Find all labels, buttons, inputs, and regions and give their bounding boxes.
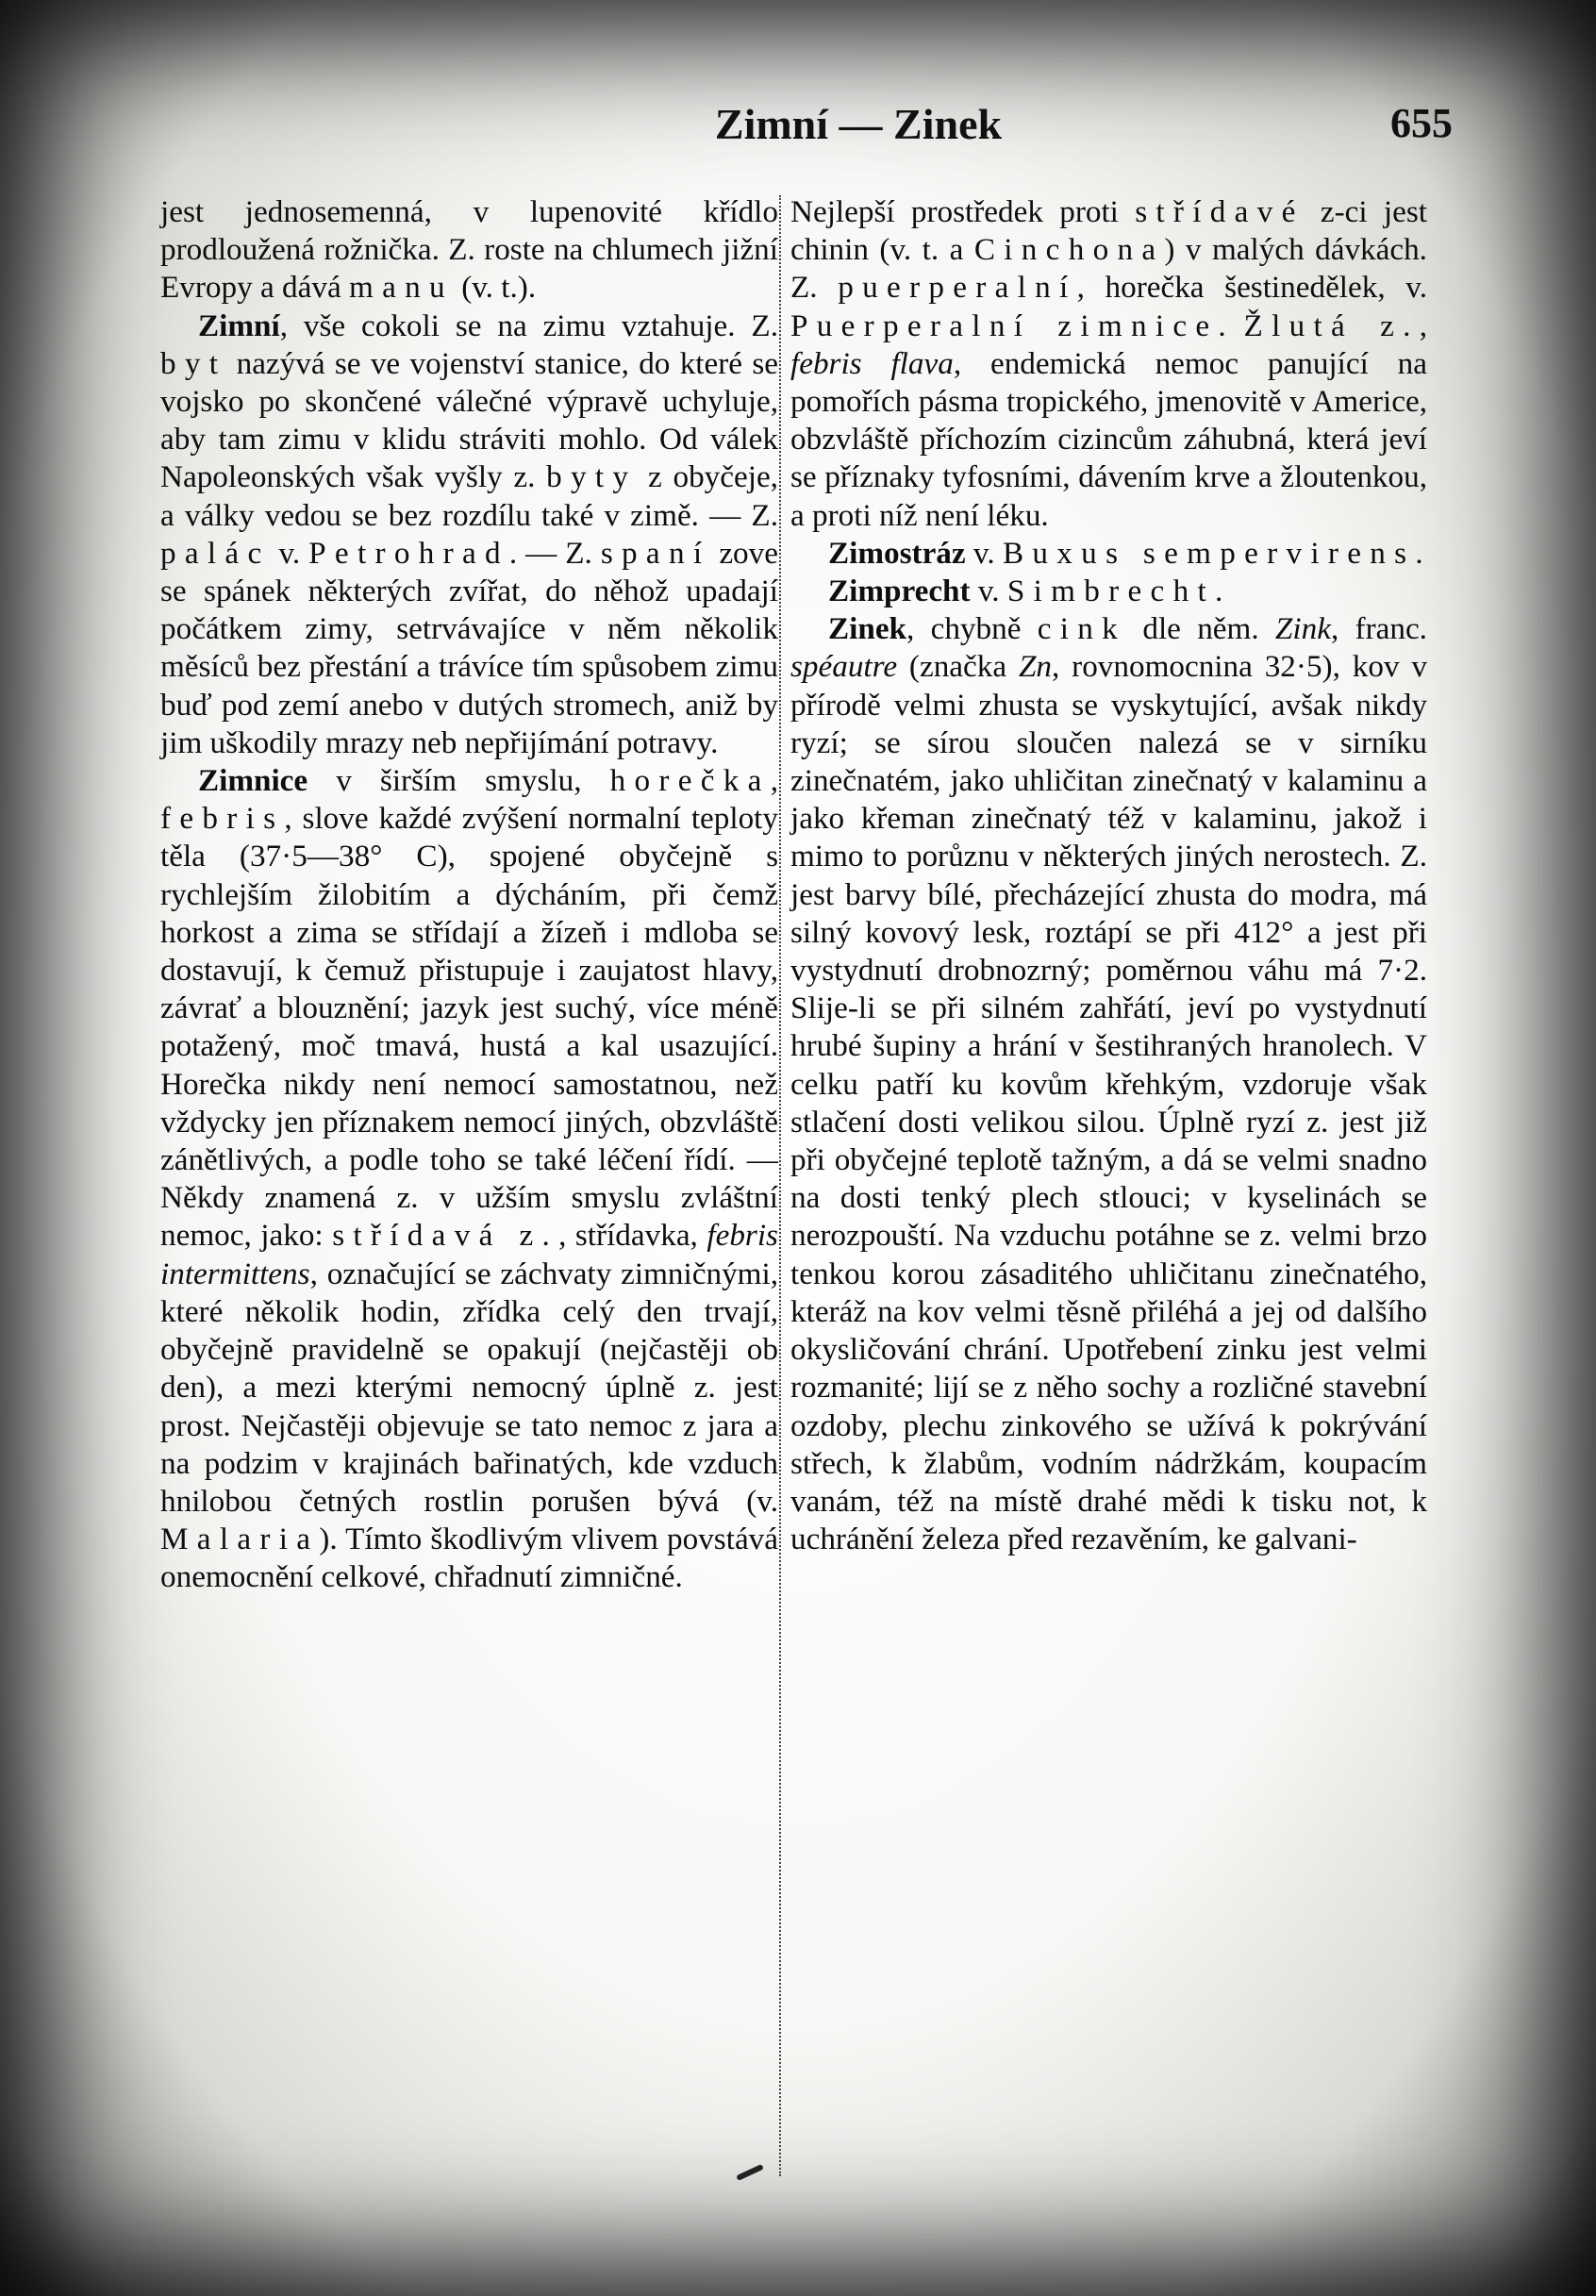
entry-text: , střídavka, xyxy=(558,1218,707,1254)
entry-text: ) v malých dávkách. Z. xyxy=(790,232,1427,306)
entry-text: febris flava xyxy=(790,345,954,381)
entry-headword: Zimostráz xyxy=(828,535,966,571)
right-column xyxy=(790,193,1427,1558)
entry-headword: Zimnice xyxy=(198,763,308,799)
entry-text: , xyxy=(1419,308,1428,343)
entry-text: , chybně xyxy=(906,611,1038,647)
entry-text: cink xyxy=(1037,611,1127,647)
entry-text: Žlutá z. xyxy=(1243,308,1420,343)
entry-text: z obyčeje, a války vedou se bez rozdílu také v zimě. — Z. xyxy=(160,459,778,533)
entry-text: jest jednosemenná, v lupenovité křídlo prodloužená rožnička. Z. roste na chlumech jižní Evropy a dává xyxy=(160,194,778,306)
entry-text: v. xyxy=(270,535,309,571)
entry-text: Nejlepší prostředek proti xyxy=(790,194,1136,229)
left-column xyxy=(160,193,778,1597)
entry-text: . xyxy=(1214,574,1223,609)
entry-headword: Zimní xyxy=(198,308,280,343)
entry-text: střídavé xyxy=(1135,194,1305,229)
entry-zinek xyxy=(790,610,1427,1558)
entry-headword: Zimprecht xyxy=(828,574,971,609)
entry-text: , endemická nemoc panující na pomořích pásma tropického, jmenovitě v Americe, obzvláště příchozím cizincům záhubná, která jeví se příznaky tyfosními, dávením krve a žloutenkou, a proti níž není léku. xyxy=(790,345,1427,533)
entry-text: , označující se záchvaty zimničnými, které několik hodin, zřídka celý den trvají, obyčejně pravidelně se opakují (nejčastěji ob den), a mezi kterými nemocný úplně z. jest prost. Nejčastěji objevuje se tato nemoc z jara a na podzim v krajinách bařinatých, kde vzduch hnilobou četných rostlin porušen bývá (v. xyxy=(160,1256,778,1519)
dictionary-page xyxy=(141,90,1453,2221)
entry-text: dle něm. xyxy=(1126,611,1275,647)
entry-text: spéautre xyxy=(790,649,898,685)
entry-text: Malaria xyxy=(160,1522,320,1557)
entry-text: z-ci jest chinin (v. t. a xyxy=(790,194,1427,268)
running-head: Zimní — Zinek xyxy=(714,100,1003,148)
entry-text: puerperalní xyxy=(838,270,1077,306)
entry-text: , slove každé zvýšení normalní teploty těla (37·5—38° C), spojené obyčejně s rychlejším žilobitím a dýcháním, při čemž horkost a zima se střídají a žízeň i mdloba se dostavují, k čemuž přistupuje i zaujatost hlavy, závrať a blouznění; jazyk jest suchý, více méně potažený, moč tmavá, hustá a kal usazující. Horečka nikdy není nemocí samostatnou, než vždycky jen příznakem nemocí jiných, obzvláště zánětlivých, a podle toho se také léčení řídí. — Někdy znamená z. v užším smyslu zvláštní nemoc, jako: xyxy=(160,801,778,1254)
entry-zimni xyxy=(160,308,778,762)
entry-text: manu xyxy=(348,270,454,306)
entry-text: , franc. xyxy=(1330,611,1427,647)
entry-text: . xyxy=(1218,308,1244,343)
entry-text: horečka xyxy=(609,763,771,799)
entry-text: palác xyxy=(160,535,271,571)
entry-headword: Zinek xyxy=(828,611,907,647)
entry-text: Petrohrad xyxy=(308,535,509,571)
entry-text: ). Tímto škodlivým vlivem povstává onemocnění celkové, chřadnutí zimničné. xyxy=(160,1522,778,1595)
entry-zimprecht xyxy=(790,573,1427,610)
entry-text: střídavá z. xyxy=(332,1218,559,1254)
entry-zimnice xyxy=(160,762,778,1596)
entry-text: v. xyxy=(965,535,1003,571)
entry-text: . xyxy=(1415,535,1423,571)
entry-text: Zn xyxy=(1018,649,1052,685)
entry-text: Cinchona xyxy=(973,232,1165,268)
entry-text: (značka xyxy=(897,649,1019,685)
entry-text: nazývá se ve vojenství stanice, do které se vojsko po skončené válečné výpravě uchyluje, aby tam zimu v klidu stráviti mohlo. Od válek Napoleonských však vyšly z. xyxy=(160,345,778,495)
column-divider xyxy=(779,195,781,2176)
entry-text: zove se spánek některých zvířat, do něhož upadají počátkem zimy, setrvávajíce v něm několik měsíců bez přestání a trávíce tím spůsobem zimu buď pod zemí anebo v dutých stromech, aniž by jim uškodily mrazy neb nepřijímání potravy. xyxy=(160,535,778,760)
entry-text: v. xyxy=(970,574,1007,609)
entry-paragraph xyxy=(160,193,778,308)
entry-text: byt xyxy=(160,345,227,381)
entry-text: Simbrecht xyxy=(1006,574,1215,609)
entry-text: Buxus sempervirens xyxy=(1002,535,1416,571)
entry-text: febris xyxy=(160,801,285,837)
entry-text: , rovnomocnina 32·5), kov v přírodě velmi zhusta se vyskytující, avšak nikdy ryzí; se sírou sloučen nalezá se v sirníku zinečnatém, jako uhličitan zinečnatý v kalaminu a jako křeman zinečnatý též v kalaminu, jakož i mimo to porůznu v některých jiných nerostech. Z. jest barvy bílé, přecházející zhusta do modra, má silný kovový lesk, roztápí se při 412° a jest při vystydnutí drobnozrný; poměrnou váhu má 7·2. Slije-li se při silném zahřátí, jeví po vystydnutí hrubé šupiny a hrání v šestihraných hranolech. V celku patří ku kovům křehkým, vzdoruje však stlačení dosti velikou silou. Úplně ryzí z. jest již při obyčejné teplotě tažným, a dá se velmi snadno na dosti tenký plech stlouci; v kyselinách se nerozpouští. Na vzduchu potáhne se z. velmi brzo tenkou korou zásaditého uhličitanu zinečnatého, kteráž na kov velmi těsně přiléhá a jej od dalšího okysličování chrání. Upotřebení zinku jest velmi rozmanité; lijí se z něho sochy a rozličné stavební ozdoby, plechu zinkového se užívá k pokrývání střech, k žlabům, vodním nádržkám, koupacím vanám, též na místě drahé mědi k tisku not, k uchránění železa před rezavěním, ke galvani- xyxy=(790,649,1427,1557)
entry-text: , vše cokoli se na zimu vztahuje. Z. xyxy=(279,308,778,343)
entry-text: Puerperalní zimnice xyxy=(790,308,1219,343)
page-number: 655 xyxy=(1390,100,1453,146)
entry-text: , horečka šestinedělek, v. xyxy=(1076,270,1427,306)
entry-text: byty xyxy=(546,459,638,495)
entry-text: Zink xyxy=(1274,611,1331,647)
entry-text: , xyxy=(770,763,778,799)
page-header xyxy=(141,90,1453,165)
entry-zimostraz xyxy=(790,535,1427,573)
entry-paragraph-continued xyxy=(790,193,1427,535)
entry-text: febris intermittens xyxy=(160,1218,778,1291)
entry-text: v širším smyslu, xyxy=(308,763,610,799)
entry-text: spaní xyxy=(600,535,711,571)
entry-text: . — Z. xyxy=(508,535,601,571)
entry-text: (v. t.). xyxy=(453,270,537,306)
